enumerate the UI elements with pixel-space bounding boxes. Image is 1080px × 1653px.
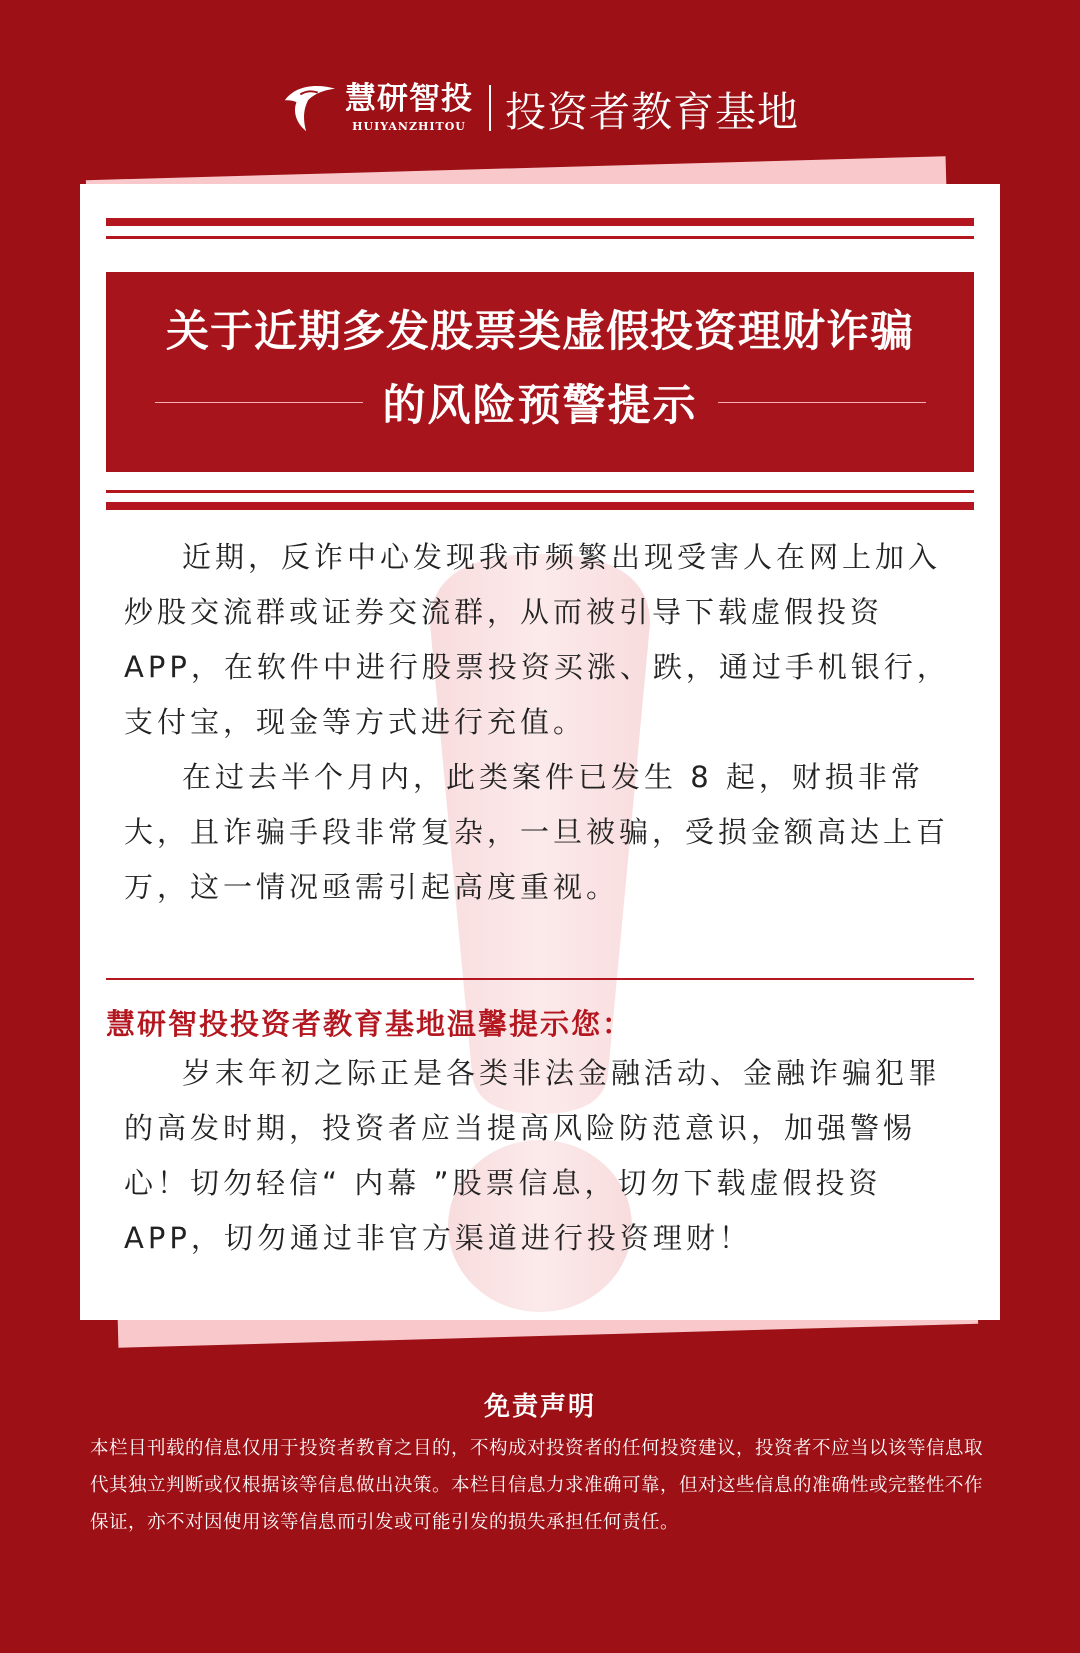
disclaimer-text: 本栏目刊载的信息仅用于投资者教育之目的，不构成对投资者的任何投资建议，投资者不应当以该等信息取代其独立判断或仅根据该等信息做出决策。本栏目信息力求准确可靠，但对这些信息的准确性或完整性不作保证，亦不对因使用该等信息而引发或可能引发的损失承担任何责任。 [90,1438,984,1533]
brand-logo [345,81,473,133]
bottom-rule-thin [106,490,974,493]
title-right-line [718,402,926,403]
top-rule-thick [106,218,974,226]
article-paragraph-1: 近期，反诈中心发现我市频繁出现受害人在网上加入炒股交流群或证券交流群，从而被引导下载虚假投资 APP，在软件中进行股票投资买涨、跌，通过手机银行，支付宝，现金等方式进行充值。 [124,540,950,739]
tip-paragraph: 岁末年初之际正是各类非法金融活动、金融诈骗犯罪的高发时期，投资者应当提高风险防范意识，加强警惕心！切勿轻信“ 内幕 ”股票信息，切勿下载虚假投资APP，切勿通过非官方渠道进行投资理财！ [124,1056,942,1255]
disclaimer-title: 免责声明 [483,1392,596,1422]
title-left-line [155,402,363,403]
brand-name-en: HUIYANZHITOU [352,120,466,133]
tip-heading: 慧研智投投资者教育基地温馨提示您： [106,1007,634,1041]
header-subtitle: 投资者教育基地 [505,87,799,136]
article-card [80,184,1000,1320]
swallow-logo-icon [281,79,339,137]
brand-name-cn: 慧研智投 [345,81,473,117]
page-title-line1: 关于近期多发股票类虚假投资理财诈骗 [166,307,914,357]
title-banner [106,272,974,472]
page-title-line2: 的风险预警提示 [382,380,698,431]
title-line2-row [106,372,974,432]
bottom-rule-thick [106,502,974,510]
top-rule-thin [106,236,974,239]
header-separator [489,85,491,131]
article-paragraph-2: 在过去半个月内，此类案件已发生 8 起，财损非常大，且诈骗手段非常复杂，一旦被骗，受损金额高达上百万，这一情况亟需引起高度重视。 [124,760,950,904]
header [0,72,1080,144]
section-divider [106,978,974,980]
